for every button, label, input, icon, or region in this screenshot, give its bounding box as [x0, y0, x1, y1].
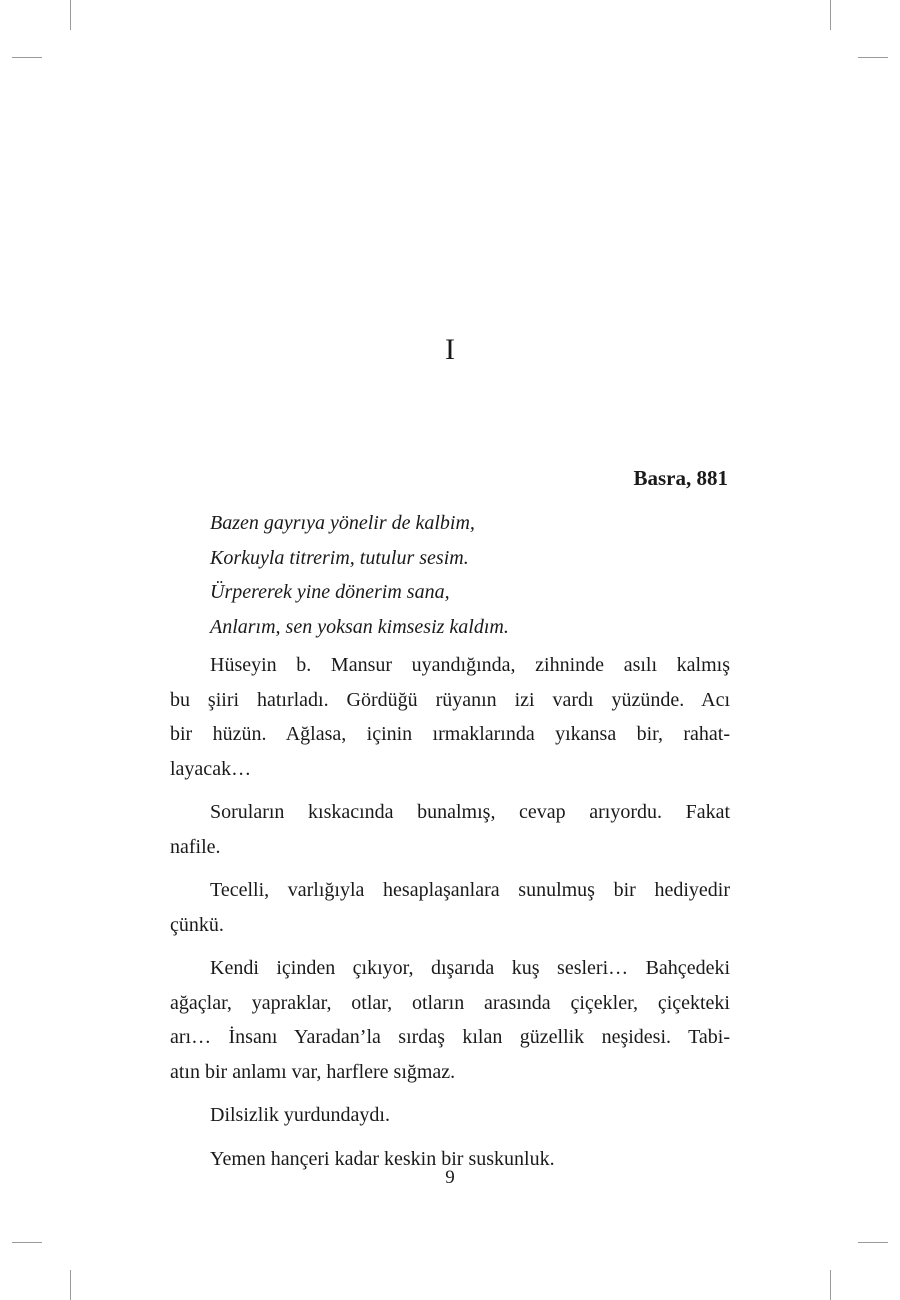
- paragraph: [170, 795, 730, 864]
- paragraph-line: Soruların kıskacında bunalmış, cevap arıyordu. Fakat: [210, 801, 730, 823]
- crop-mark-bottom-right-vertical: [830, 1270, 831, 1300]
- epigraph-poem: [210, 506, 730, 644]
- paragraph: [170, 951, 730, 1089]
- place-date-heading: Basra, 881: [633, 466, 728, 490]
- paragraph: [170, 873, 730, 942]
- paragraph-line: Kendi içinden çıkıyor, dışarıda kuş sesleri… Bahçedeki: [210, 957, 730, 979]
- body-text: [170, 648, 730, 1176]
- paragraph: [170, 648, 730, 786]
- paragraph-line: nafile.: [170, 835, 221, 858]
- paragraph-line: Dilsizlik yurdundaydı.: [210, 1104, 390, 1126]
- crop-mark-top-right-vertical: [830, 0, 831, 30]
- poem-line: Anlarım, sen yoksan kimsesiz kaldım.: [210, 615, 509, 638]
- crop-mark-top-left-horizontal: [12, 57, 42, 58]
- page-number: 9: [445, 1167, 455, 1188]
- crop-mark-bottom-left-vertical: [70, 1270, 71, 1300]
- poem-line: Ürpererek yine dönerim sana,: [210, 581, 450, 603]
- crop-mark-top-right-horizontal: [858, 57, 888, 58]
- crop-mark-top-left-vertical: [70, 0, 71, 30]
- paragraph-line: Tecelli, varlığıyla hesaplaşanlara sunulmuş bir hediyedir: [210, 879, 730, 901]
- paragraph: [170, 1098, 730, 1133]
- crop-mark-bottom-right-horizontal: [858, 1242, 888, 1243]
- crop-mark-bottom-left-horizontal: [12, 1242, 42, 1243]
- paragraph-line: Hüseyin b. Mansur uyandığında, zihninde asılı kalmış: [210, 654, 730, 676]
- paragraph-line: layacak…: [170, 757, 252, 780]
- chapter-number: I: [445, 333, 455, 366]
- paragraph-line: arı… İnsanı Yaradan’la sırdaş kılan güzellik neşidesi. Tabi-: [170, 1026, 730, 1048]
- paragraph-line: bir hüzün. Ağlasa, içinin ırmaklarında yıkansa bir, rahat-: [170, 723, 730, 745]
- paragraph-line: Yemen hançeri kadar keskin bir suskunluk.: [210, 1147, 555, 1170]
- paragraph-line: ağaçlar, yapraklar, otlar, otların arasında çiçekler, çiçekteki: [170, 991, 730, 1014]
- paragraph-line: bu şiiri hatırladı. Gördüğü rüyanın izi vardı yüzünde. Acı: [170, 688, 730, 711]
- paragraph-line: çünkü.: [170, 913, 224, 936]
- poem-line: Bazen gayrıya yönelir de kalbim,: [210, 512, 475, 534]
- poem-line: Korkuyla titrerim, tutulur sesim.: [210, 546, 469, 569]
- paragraph-line: atın bir anlamı var, harflere sığmaz.: [170, 1060, 456, 1083]
